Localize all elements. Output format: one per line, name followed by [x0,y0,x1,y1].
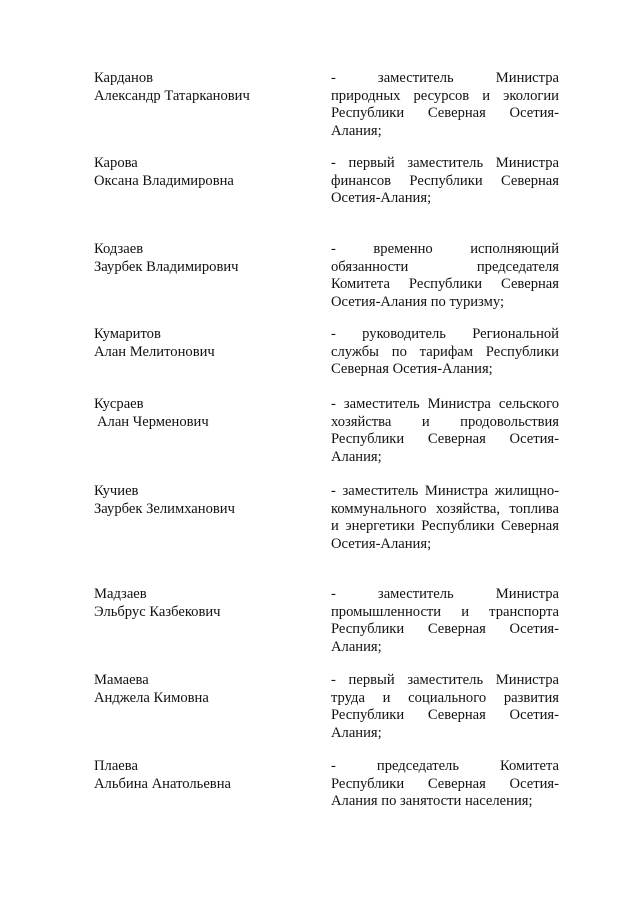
role-line: - первый заместитель Министра [331,672,559,688]
role-line: - заместитель Министра сельского [331,396,559,412]
role-line: труда и социального развития [331,689,559,706]
surname: Мадзаев [94,586,147,602]
surname: Кумаритов [94,326,161,342]
position-description [331,758,559,811]
position-description [331,326,559,379]
given-name: Анджела Кимовна [94,689,209,706]
role-line: Республики Северная Осетия- [331,105,559,122]
person-name [94,70,314,105]
role-line: хозяйства и продовольствия [331,413,559,430]
role-line: - заместитель Министра [331,70,559,86]
role-line: Осетия-Алания по туризму; [331,293,505,310]
role-line: обязанности председателя [331,258,559,275]
role-line: Северная Осетия-Алания; [331,361,493,378]
position-description [331,586,559,656]
role-line: Республики Северная Осетия- [331,707,559,724]
role-line: финансов Республики Северная [331,172,559,189]
given-name: Александр Татарканович [94,87,250,104]
role-line: службы по тарифам Республики [331,343,559,360]
person-name [94,483,314,518]
position-description [331,672,559,742]
role-line: Алания; [331,724,382,741]
role-line: Осетия-Алания; [331,190,432,207]
role-line: - заместитель Министра жилищно- [331,483,559,499]
role-line: - руководитель Региональной [331,326,559,342]
role-line: - заместитель Министра [331,586,559,602]
given-name: Эльбрус Казбекович [94,603,221,620]
surname: Карова [94,155,138,171]
position-description [331,241,559,311]
role-line: Алания; [331,638,382,655]
given-name: Алан Мелитонович [94,343,215,360]
surname: Карданов [94,70,154,86]
person-name [94,326,314,361]
given-name: Алан Черменович [97,413,209,430]
role-line: - временно исполняющий [331,241,559,257]
given-name: Оксана Владимировна [94,172,234,189]
person-name [94,672,314,707]
position-description [331,483,559,553]
role-line: - председатель Комитета [331,758,559,774]
role-line: Осетия-Алания; [331,535,432,552]
person-name [94,586,314,621]
position-description [331,70,559,140]
role-line: Алания; [331,122,382,139]
role-line: Республики Северная Осетия- [331,621,559,638]
person-name [94,155,314,190]
role-line: природных ресурсов и экологии [331,87,559,104]
given-name: Заурбек Зелимханович [94,500,235,517]
person-name [94,758,314,793]
role-line: промышленности и транспорта [331,603,559,620]
role-line: - первый заместитель Министра [331,155,559,171]
role-line: Комитета Республики Северная [331,276,559,293]
role-line: Алания; [331,448,382,465]
person-name [94,396,314,431]
position-description [331,155,559,208]
role-line: коммунального хозяйства, топлива [331,500,559,517]
surname: Кусраев [94,396,144,412]
given-name: Заурбек Владимирович [94,258,239,275]
surname: Кучиев [94,483,139,499]
role-line: Республики Северная Осетия- [331,431,559,448]
person-name [94,241,314,276]
role-line: и энергетики Республики Северная [331,518,559,535]
position-description [331,396,559,466]
surname: Плаева [94,758,138,774]
role-line: Алания по занятости населения; [331,793,533,810]
surname: Мамаева [94,672,149,688]
surname: Кодзаев [94,241,144,257]
role-line: Республики Северная Осетия- [331,775,559,792]
given-name: Альбина Анатольевна [94,775,231,792]
